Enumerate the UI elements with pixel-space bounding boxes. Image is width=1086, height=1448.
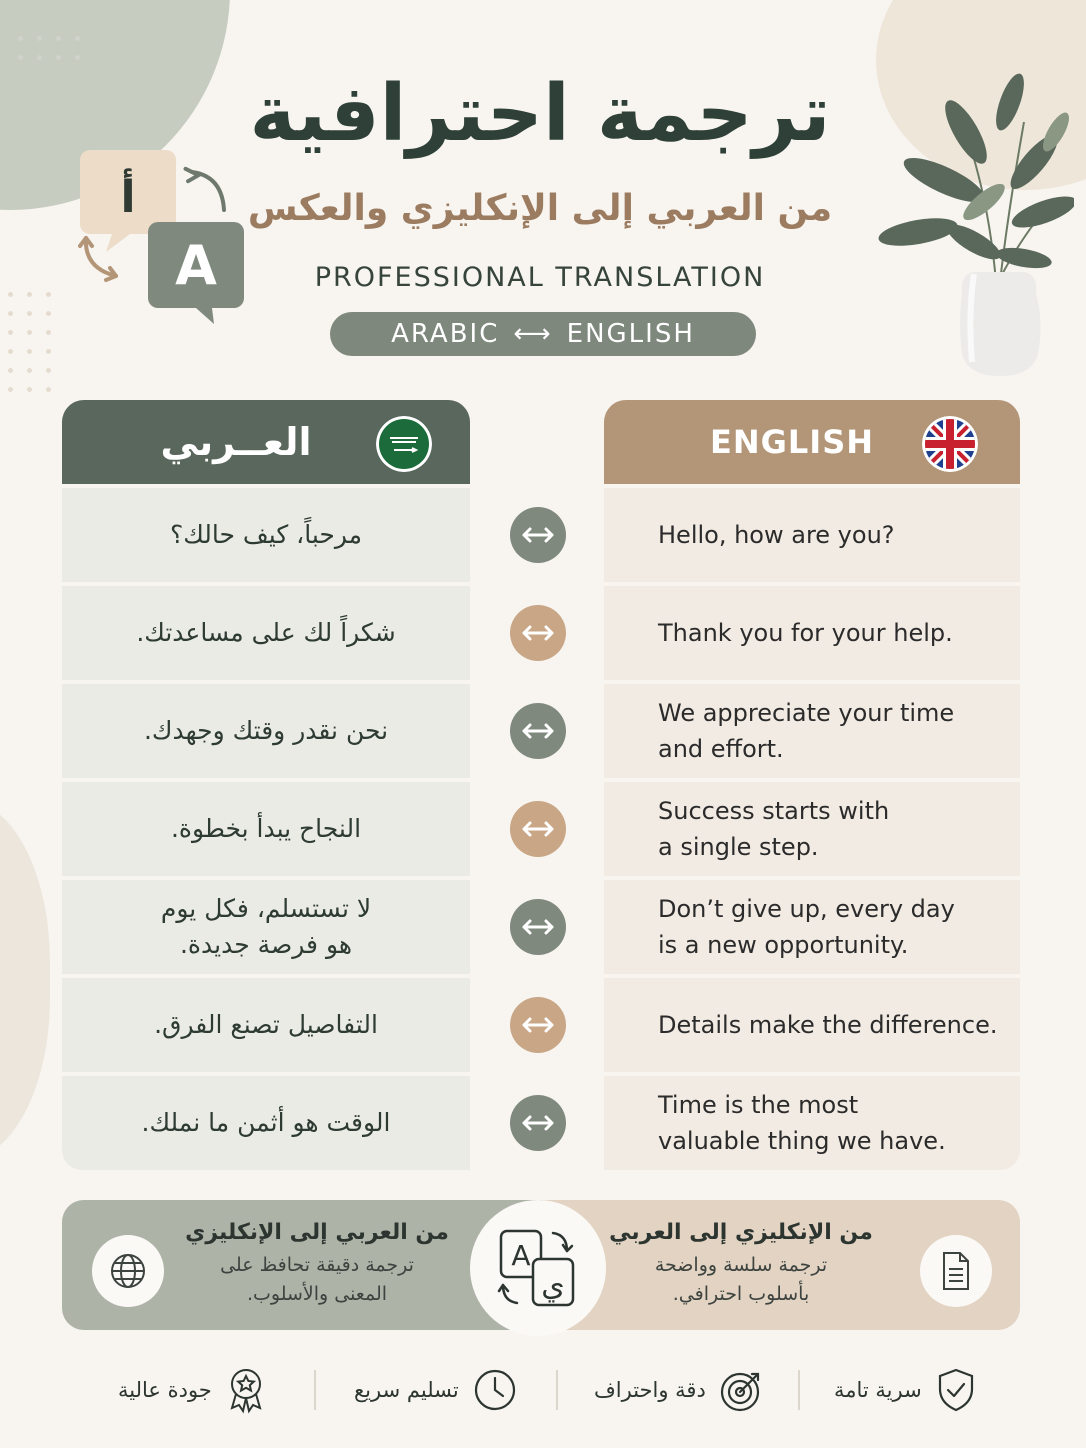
swap-arrows-icon — [510, 703, 566, 759]
phrase-arabic: شكراً لك على مساعدتك. — [62, 586, 470, 680]
arabic-column-header — [62, 400, 470, 484]
swap-arrows-icon — [510, 1095, 566, 1151]
arabic-header-label: العــربي — [160, 420, 312, 464]
english-column-header — [604, 400, 1020, 484]
award-icon — [226, 1366, 266, 1414]
decor-dots-mid-left — [8, 292, 51, 392]
plant-vase-illustration — [874, 62, 1074, 382]
feature-fast-delivery-label: تسليم سريع — [354, 1378, 459, 1402]
phrase-arabic: مرحباً، كيف حالك؟ — [62, 488, 470, 582]
swap-arrows-icon — [510, 899, 566, 955]
target-icon — [720, 1368, 764, 1412]
center-letter-arabic: ي — [541, 1268, 565, 1303]
swap-arrows-icon — [510, 801, 566, 857]
phrase-english: Hello, how are you? — [604, 488, 1020, 582]
uk-flag-icon — [922, 416, 978, 472]
phrase-english: Don’t give up, every day is a new opportunity. — [604, 880, 1020, 974]
phrase-english: Time is the most valuable thing we have. — [604, 1076, 1020, 1170]
phrase-arabic: الوقت هو أثمن ما نملك. — [62, 1076, 470, 1170]
pill-arrow: ⟷ — [513, 319, 553, 349]
translation-bubbles-icon — [72, 148, 252, 328]
phrase-arabic: التفاصيل تصنع الفرق. — [62, 978, 470, 1072]
translate-letters-icon — [470, 1200, 606, 1336]
decor-dots-top-left — [18, 36, 80, 60]
saudi-flag-icon — [376, 416, 432, 472]
icon-letter-latin: A — [175, 234, 217, 297]
pill-right-label: ENGLISH — [566, 319, 695, 349]
page-title-arabic: ترجمة احترافية — [249, 69, 831, 159]
feature-separator — [556, 1370, 558, 1410]
phrase-row — [62, 782, 1020, 876]
swap-arrows-icon — [510, 605, 566, 661]
banner-ar-en-body: ترجمة دقيقة تحافظ على المعنى والأسلوب. — [220, 1254, 414, 1305]
phrase-english: We appreciate your time and effort. — [604, 684, 1020, 778]
feature-accuracy — [594, 1364, 764, 1416]
page-title-english: PROFESSIONAL TRANSLATION — [314, 262, 766, 293]
feature-confidentiality — [834, 1364, 976, 1416]
swap-arrows-icon — [510, 997, 566, 1053]
phrase-english: Details make the difference. — [604, 978, 1020, 1072]
phrase-row — [62, 1076, 1020, 1170]
phrase-row — [62, 978, 1020, 1072]
swap-arrows-icon — [510, 507, 566, 563]
banner-english-to-arabic — [542, 1200, 1020, 1330]
phrase-english: Thank you for your help. — [604, 586, 1020, 680]
icon-letter-arabic: أ — [120, 172, 136, 223]
phrase-row — [62, 880, 1020, 974]
feature-separator — [798, 1370, 800, 1410]
clock-icon — [473, 1368, 517, 1412]
feature-fast-delivery — [354, 1364, 517, 1416]
feature-accuracy-label: دقة واحتراف — [594, 1378, 706, 1402]
phrase-row — [62, 586, 1020, 680]
banner-en-ar-title: من الإنكليزي إلى العربي — [609, 1220, 873, 1245]
phrase-row — [62, 488, 1020, 582]
pill-left-label: ARABIC — [391, 319, 500, 349]
feature-quality — [118, 1364, 266, 1416]
feature-confidentiality-label: سرية تامة — [834, 1378, 922, 1402]
decor-blob-left — [0, 800, 50, 1160]
center-letter-latin: A — [511, 1239, 531, 1272]
shield-check-icon — [936, 1367, 976, 1413]
phrase-arabic: النجاح يبدأ بخطوة. — [62, 782, 470, 876]
banner-en-ar-body: ترجمة سلسة وواضحة بأسلوب احترافي. — [654, 1254, 828, 1305]
page-subtitle-arabic: من العربي إلى الإنكليزي والعكس — [247, 188, 833, 229]
feature-separator — [314, 1370, 316, 1410]
language-pair-pill — [330, 312, 756, 356]
english-header-label: ENGLISH — [709, 423, 875, 461]
phrase-arabic: نحن نقدر وقتك وجهدك. — [62, 684, 470, 778]
banner-ar-en-title: من العربي إلى الإنكليزي — [185, 1220, 449, 1245]
phrase-arabic: لا تستسلم، فكل يوم هو فرصة جديدة. — [62, 880, 470, 974]
phrase-row — [62, 684, 1020, 778]
document-icon — [920, 1235, 992, 1307]
feature-quality-label: جودة عالية — [118, 1378, 212, 1402]
phrase-english: Success starts with a single step. — [604, 782, 1020, 876]
globe-icon — [92, 1235, 164, 1307]
